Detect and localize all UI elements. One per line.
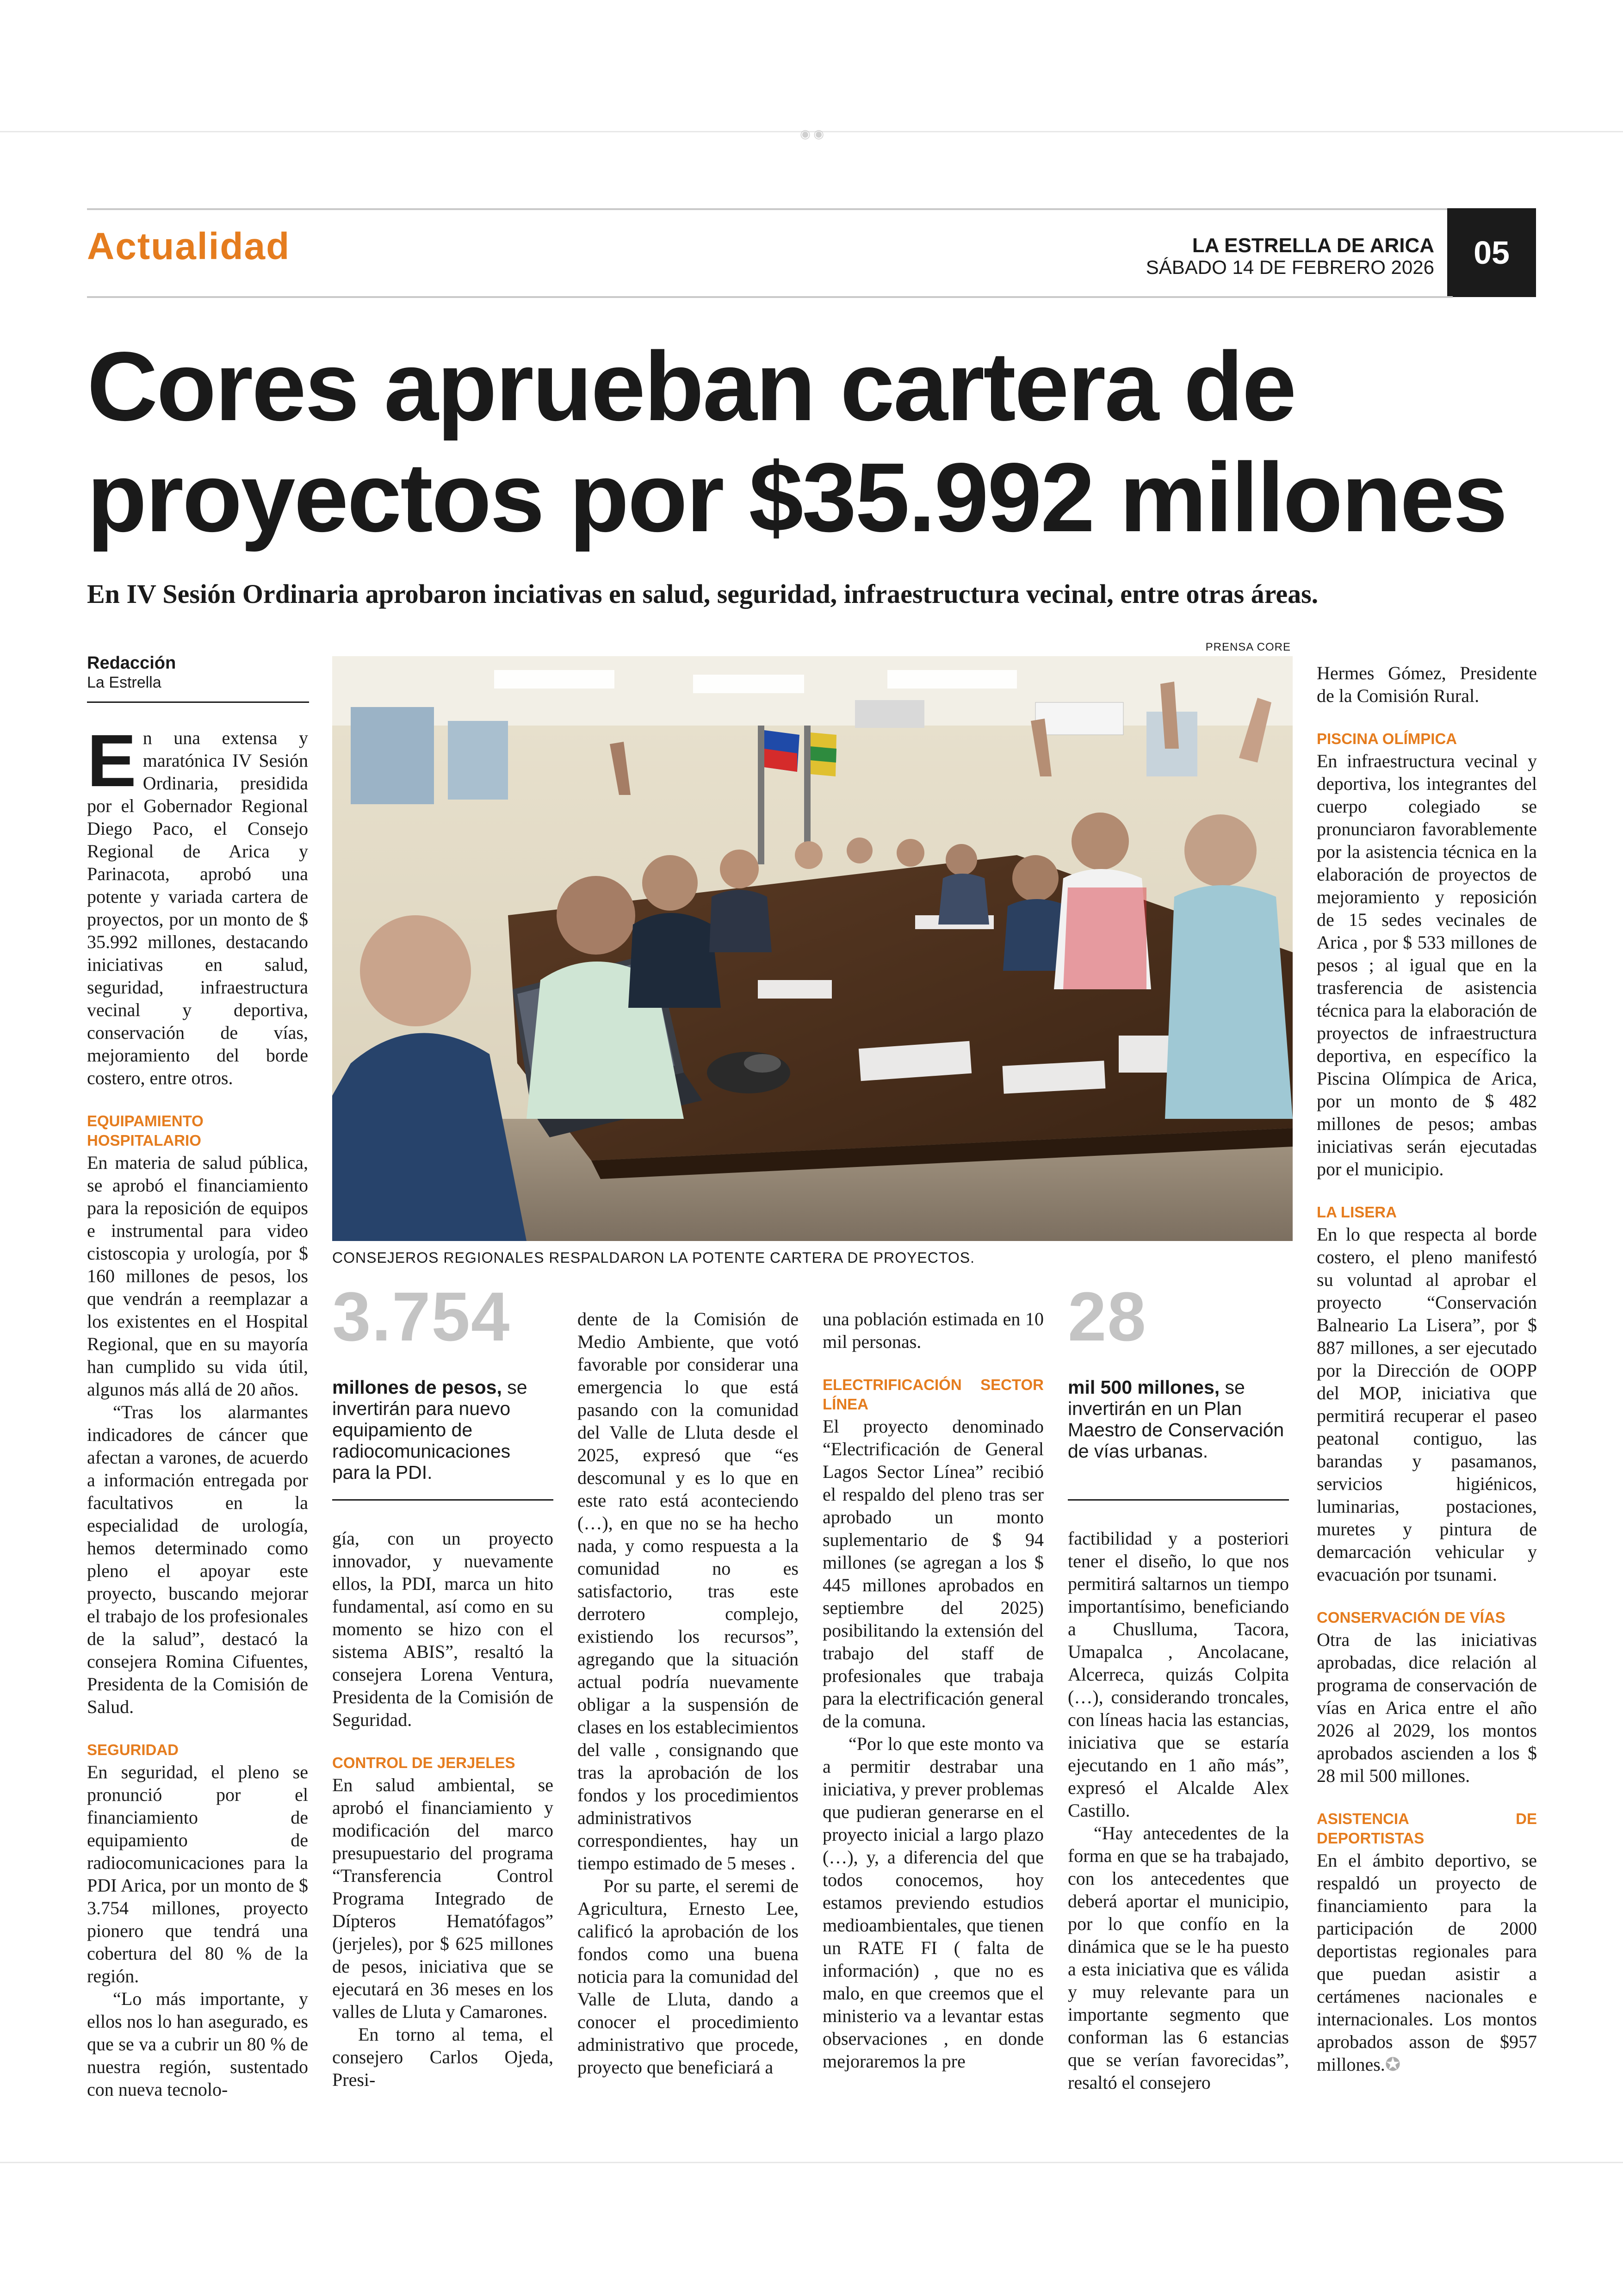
headline: Cores aprueban cartera de proyectos por $35.992 millones — [87, 331, 1506, 552]
paragraph: gía, con un proyecto innovador, y nuevamente ellos, la PDI, marca un hito fundamental, así como en su momento se hizo con el sistema ABIS”, resaltó la consejera Lorena Ventura, Presidenta de la Comisión de Seguridad. — [332, 1528, 553, 1730]
subhead: En IV Sesión Ordinaria aprobaron inciativas en salud, seguridad, infraestructura vecinal, entre otras áreas. — [87, 579, 1319, 609]
paragraph: Hermes Gómez, Presidente de la Comisión Rural. — [1317, 663, 1537, 706]
paper-date: SÁBADO 14 DE FEBRERO 2026 — [1146, 256, 1434, 278]
header-rule-top — [87, 208, 1453, 210]
intro-text: n una extensa y maratónica IV Sesión Ordinaria, presidida por el Gobernador Regional Diego Paco, el Consejo Regional de Arica y Parinacota, aprobó una potente y variada cartera de proyectos, por un monto de $ 35.992 millones, destacando iniciativas en salud, seguridad, infraestructura vecinal y deportiva, conservación de vías, mejoramiento del borde costero, entre otros. — [87, 727, 308, 1088]
paragraph — [1317, 1849, 1537, 2076]
stat-description — [332, 1377, 550, 1483]
paragraph: “Por lo que este monto va a permitir destrabar una iniciativa, y prever problemas que pudieran generarse en el proyecto inicial a largo plazo (…), y, a diferencia del que todos conocemos, hoy estamos previendo estudios medioambientales, que tienen un RATE FI ( falta de información) , que no es malo, en que creemos que el ministerio va a levantar estas observaciones , en donde mejoraremos la pre — [823, 1733, 1044, 2072]
subhead-vias: CONSERVACIÓN DE VÍAS — [1317, 1609, 1505, 1626]
intro-paragraph — [87, 719, 308, 1089]
paragraph: dente de la Comisión de Medio Ambiente, que votó favorable por considerar una emergencia lo que está pasando con la comunidad del Valle de Lluta desde el 2025, expresó que “es descomunal y es lo que en este rato está aconteciendo (…), en que no se ha hecho nada, y como respuesta a la comunidad no es satisfactorio, tras este derrotero complejo, existiendo los recursos”, agregando que la situación actual podría nuevamente obligar a la suspensión de clases en los establecimientos del valle , consignando que tras la aprobación de los fondos y los procedimientos administrativos correspondientes, hay un tiempo estimado de 5 meses . — [577, 1309, 799, 1874]
byline-name: Redacción — [87, 653, 176, 673]
paragraph: El proyecto denominado “Electrificación de General Lagos Sector Línea” recibió el respaldo del pleno tras ser aprobado un monto suplementario de $ 94 millones (se agregan a los $ 445 millones aprobados en septiembre del 2025) posibilitando la extensión del trabajo del staff de profesionales que trabaja para la electrificación general de la comuna. — [823, 1416, 1044, 1731]
council-meeting-photo — [332, 656, 1293, 1241]
subhead-deportistas: ASISTENCIA DE DEPORTISTAS — [1317, 1810, 1537, 1847]
paragraph: Otra de las iniciativas aprobadas, dice relación al programa de conservación de vías en Arica entre el año 2026 al 2029, los montos aprobados ascienden a los $ 28 mil 500 millones. — [1317, 1629, 1537, 1786]
paragraph: En infraestructura vecinal y deportiva, los integrantes del cuerpo colegiado se pronunciaron favorablemente por la asistencia técnica en la elaboración de proyectos de mejoramiento y reposición de 15 sedes vecinales de Arica , por $ 533 millones de pesos ; al igual que en la trasferencia de asistencia técnica para la elaboración de proyectos de infraestructura deportiva, en específico la Piscina Olímpica de Arica, por un monto de $ 482 millones de pesos; ambas iniciativas serán ejecutadas por el municipio. — [1317, 751, 1537, 1179]
end-mark-icon: ✪ — [1385, 2054, 1401, 2075]
article-column-5 — [1068, 1527, 1289, 2094]
paper-name: LA ESTRELLA DE ARICA — [1192, 234, 1434, 257]
header-rule-bottom — [87, 296, 1453, 298]
section-label: Actualidad — [87, 225, 291, 267]
stat-bold-text: millones de pesos, — [332, 1377, 502, 1398]
subhead-piscina: PISCINA OLÍMPICA — [1317, 730, 1457, 747]
stat-text: se invertirán para nuevo equipamiento de radiocomunicaciones para la PDI. — [332, 1377, 527, 1483]
page-frame-bottom — [0, 2162, 1623, 2163]
paragraph: En lo que respecta al borde costero, el pleno manifestó su voluntad al aprobar el proyecto “Conservación Balneario La Lisera”, por $ 887 millones, a ser ejecutado por la Dirección de OOPP del MOP, iniciativa que permitirá recuperar el paseo peatonal contiguo, las barandas y pasamanos, servicios higiénicos, luminarias, postaciones, muretes y pintura de demarcación vehicular y evacuación por tsunami. — [1317, 1224, 1537, 1585]
subhead-equipamiento: EQUIPAMIENTO HOSPITALARIO — [87, 1112, 204, 1149]
article-column-1 — [87, 719, 308, 2101]
page-nav-dots-icon[interactable]: ◉ ◉ — [800, 127, 824, 141]
page-number: 05 — [1447, 208, 1536, 297]
paragraph: factibilidad y a posteriori tener el diseño, lo que nos permitirá saltarnos un tiempo importantísimo, beneficiando a Chuslluma, Tacora, Umapalca , Ancolacane, Alcerreca, quizás Colpita (…), considerando troncales, con líneas hacia las estancias, iniciativa que se estaría ejecutando en 1 año más”, expresó el Alcalde Alex Castillo. — [1068, 1528, 1289, 1821]
paragraph: “Tras los alarmantes indicadores de cáncer que afectan a varones, de acuerdo a información entregada por facultativos en la especialidad de urología, hemos determinado como pleno el apoyar este proyecto, buscando mejorar el trabajo de los profesionales de la salud”, destacó la consejera Romina Cifuentes, Presidenta de la Comisión de Salud. — [87, 1402, 308, 1717]
article-column-3 — [577, 1308, 799, 2079]
stat-description — [1068, 1377, 1285, 1462]
stat-text: se invertirán en un Plan Maestro de Conservación de vías urbanas. — [1068, 1377, 1284, 1462]
subhead-lisera: LA LISERA — [1317, 1204, 1397, 1221]
stat-rule — [332, 1499, 553, 1501]
stat-number: 28 — [1068, 1278, 1147, 1355]
subhead-jerjeles: CONTROL DE JERJELES — [332, 1754, 515, 1771]
paragraph: “Hay antecedentes de la forma en que se ha trabajado, con los antecedentes que deberá aportar el municipio, por lo que confío en la dinámica que se le ha puesto a esta iniciativa que es válida y muy relevante para un importante segmento que conforman las 6 estancias que se verían favorecidas”, resaltó el consejero — [1068, 1823, 1289, 2093]
paragraph: En materia de salud pública, se aprobó el financiamiento para la reposición de equipos e instrumental para video cistoscopia y urología, por $ 160 millones de pesos, los que vendrán a reemplazar a los existentes en el Hospital Regional, que en su mayoría han cumplido su vida útil, algunos más allá de 20 años. — [87, 1152, 308, 1400]
stat-number: 3.754 — [332, 1278, 511, 1355]
paragraph: “Lo más importante, y ellos nos lo han asegurado, es que se va a cubrir un 80 % de nuestra región, sustentado con nueva tecnolo- — [87, 1988, 308, 2100]
paragraph: Por su parte, el seremi de Agricultura, Ernesto Lee, calificó la aprobación de los fondos como una buena noticia para la comunidad del Valle de Lluta, dando a conocer el procedimiento administrativo que procede, proyecto que beneficiará a — [577, 1875, 799, 2078]
byline-rule — [87, 701, 309, 703]
photo-caption: CONSEJEROS REGIONALES RESPALDARON LA POTENTE CARTERA DE PROYECTOS. — [332, 1249, 975, 1266]
stat-bold-text: mil 500 millones, — [1068, 1377, 1220, 1398]
paragraph: una población estimada en 10 mil personas. — [823, 1309, 1044, 1352]
article-column-2 — [332, 1527, 553, 2091]
paragraph-text: En el ámbito deportivo, se respaldó un proyecto de financiamiento para la participación de 2000 deportistas regionales para que puedan asistir a certámenes nacionales e internacionales. Los montos aprobados asson de $957 millones. — [1317, 1850, 1537, 2075]
paragraph: En torno al tema, el consejero Carlos Ojeda, Presi- — [332, 2024, 553, 2090]
drop-cap: E — [87, 719, 136, 802]
byline-org: La Estrella — [87, 674, 161, 691]
subhead-electrificacion: ELECTRIFICACIÓN SECTOR LÍNEA — [823, 1376, 1044, 1413]
article-column-4 — [823, 1308, 1044, 2073]
article-column-6 — [1317, 662, 1537, 2076]
stat-rule — [1068, 1499, 1289, 1501]
photo-credit: PRENSA CORE — [1205, 641, 1291, 653]
paragraph: En salud ambiental, se aprobó el financiamiento y modificación del marco presupuestario del programa “Transferencia Control Programa Integrado de Dípteros Hematófagos” (jerjeles), por $ 625 millones de pesos, iniciativa que se ejecutará en 36 meses en los valles de Lluta y Camarones. — [332, 1775, 553, 2022]
subhead-seguridad: SEGURIDAD — [87, 1741, 179, 1758]
paragraph: En seguridad, el pleno se pronunció por el financiamiento de equipamiento de radiocomunicaciones para la PDI Arica, por un monto de $ 3.754 millones, proyecto pionero que tendrá una cobertura del 80 % de la región. — [87, 1762, 308, 1986]
